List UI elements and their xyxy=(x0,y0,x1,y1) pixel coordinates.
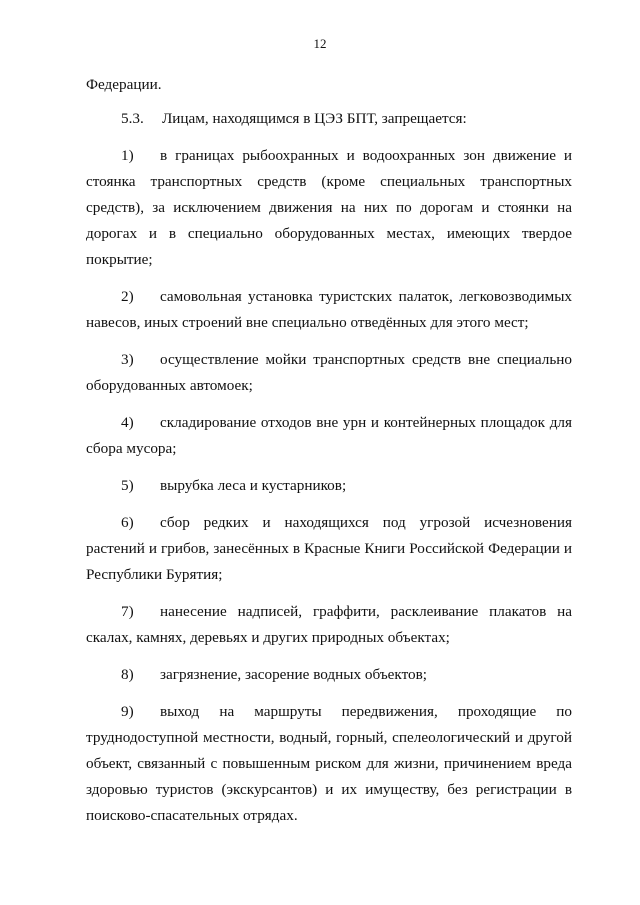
item-text: выход на маршруты передвижения, проходящие по труднодоступной местности, водный, горный, спелеологический и другой объект, связанный с повышенным риском для жизни, причинением вреда здоровью туристов (экскурсантов) и их имуществу, без регистрации в поисково-спасательных отрядах. xyxy=(86,703,572,824)
list-item-5 xyxy=(86,473,572,499)
item-number: 8) xyxy=(121,666,134,683)
list-item-2 xyxy=(86,284,572,336)
item-text: самовольная установка туристских палаток, легковозводимых навесов, иных строений вне специально отведённых для этого мест; xyxy=(86,288,572,331)
item-text: сбор редких и находящихся под угрозой исчезновения растений и грибов, занесённых в Красные Книги Российской Федерации и Республики Бурятия; xyxy=(86,514,572,583)
section-heading xyxy=(86,106,572,132)
item-number: 5) xyxy=(121,477,134,494)
item-text: складирование отходов вне урн и контейнерных площадок для сбора мусора; xyxy=(86,414,572,457)
section-number: 5.3. xyxy=(121,110,144,127)
item-number: 7) xyxy=(121,603,134,620)
page-number: 12 xyxy=(313,36,327,51)
item-number: 3) xyxy=(121,351,134,368)
document-body xyxy=(86,72,572,840)
item-number: 1) xyxy=(121,147,134,164)
item-text: вырубка леса и кустарников; xyxy=(160,477,347,494)
item-text: загрязнение, засорение водных объектов; xyxy=(160,666,428,683)
item-text: в границах рыбоохранных и водоохранных зон движение и стоянка транспортных средств (кроме специальных транспортных средств), за исключением движения на них по дорогам и стоянки на дорогах и в специально оборудованных местах, имеющих твердое покрытие; xyxy=(86,147,572,268)
item-number: 9) xyxy=(121,703,134,720)
continuation-text: Федерации. xyxy=(86,76,162,93)
item-number: 2) xyxy=(121,288,134,305)
section-intro: Лицам, находящимся в ЦЭЗ БПТ, запрещается: xyxy=(162,110,467,127)
list-item-6 xyxy=(86,510,572,588)
item-number: 6) xyxy=(121,514,134,531)
list-item-9 xyxy=(86,699,572,829)
item-number: 4) xyxy=(121,414,134,431)
item-text: осуществление мойки транспортных средств вне специально оборудованных автомоек; xyxy=(86,351,572,394)
list-item-7 xyxy=(86,599,572,651)
list-item-8 xyxy=(86,662,572,688)
list-item-3 xyxy=(86,347,572,399)
list-item-4 xyxy=(86,410,572,462)
item-text: нанесение надписей, граффити, расклеивание плакатов на скалах, камнях, деревьях и других природных объектах; xyxy=(86,603,572,646)
list-item-1 xyxy=(86,143,572,273)
